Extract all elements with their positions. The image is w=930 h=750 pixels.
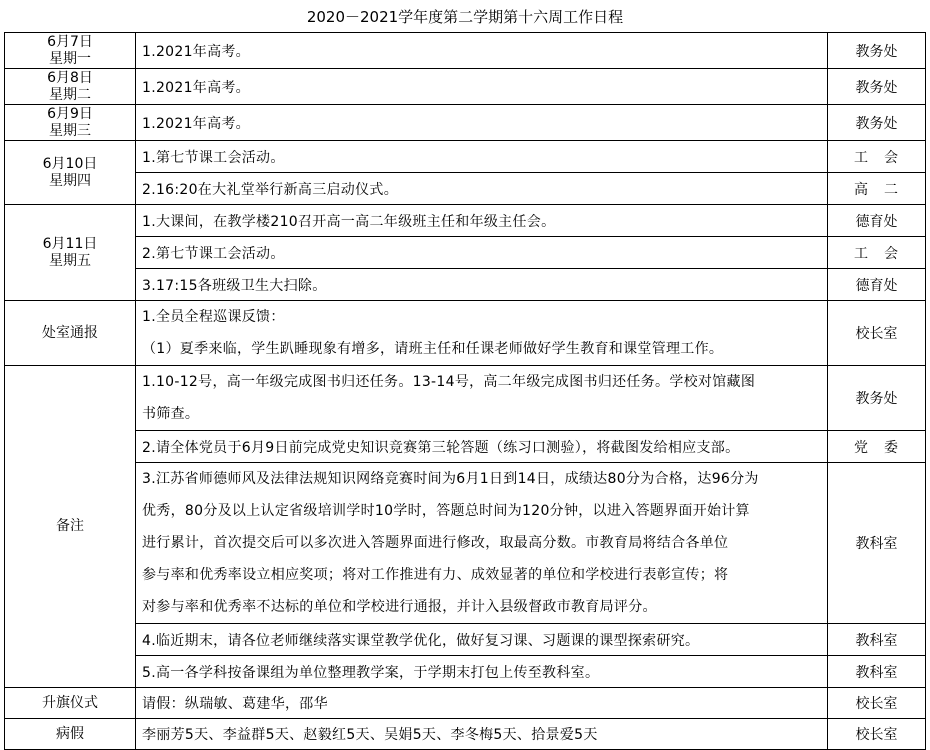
day-cell	[5, 205, 136, 301]
section-label: 病假	[5, 719, 136, 750]
date-label: 6月11日	[42, 235, 98, 252]
table-row	[5, 173, 926, 205]
weekday-label: 星期一	[49, 50, 91, 67]
department: 教科室	[828, 624, 926, 656]
weekday-label: 星期五	[49, 252, 91, 269]
table-row	[5, 301, 926, 366]
table-row	[5, 205, 926, 237]
remark-line: 参与率和优秀率设立相应奖项；将对工作推进有力、成效显著的单位和学校进行表彰宣传；将	[142, 567, 729, 583]
remark-line: 3.江苏省师德师风及法律法规知识网络竞赛时间为6月1日到14日，成绩达80分为合格，达96分为	[142, 471, 759, 487]
day-cell	[5, 105, 136, 141]
table-row	[5, 719, 926, 750]
remark-content	[136, 463, 828, 624]
remark-line: 1.10-12号，高一年级完成图书归还任务。13-14号，高二年级完成图书归还任务。学校对馆藏图	[142, 374, 756, 390]
table-row	[5, 624, 926, 656]
notice-content	[136, 301, 828, 366]
table-row	[5, 688, 926, 719]
department: 教务处	[828, 105, 926, 141]
department: 党 委	[828, 431, 926, 463]
table-row	[5, 33, 926, 69]
day-cell	[5, 33, 136, 69]
schedule-table	[4, 32, 926, 750]
task-content: 1.2021年高考。	[136, 105, 828, 141]
date-label: 6月7日	[47, 33, 93, 50]
table-row	[5, 105, 926, 141]
department: 校长室	[828, 301, 926, 366]
department: 校长室	[828, 719, 926, 750]
table-row	[5, 237, 926, 269]
department: 教务处	[828, 366, 926, 431]
remark-content: 5.高一各学科按备课组为单位整理教学案，于学期末打包上传至教科室。	[136, 656, 828, 688]
remark-line: 对参与率和优秀率不达标的单位和学校进行通报，并计入县级督政市教育局评分。	[142, 599, 657, 615]
task-content: 1.大课间，在教学楼210召开高一高二年级班主任和年级主任会。	[136, 205, 828, 237]
section-label: 备注	[5, 366, 136, 688]
department: 教科室	[828, 463, 926, 624]
task-content: 3.17:15各班级卫生大扫除。	[136, 269, 828, 301]
department: 校长室	[828, 688, 926, 719]
table-row	[5, 656, 926, 688]
task-content: 1.2021年高考。	[136, 69, 828, 105]
weekday-label: 星期二	[49, 86, 91, 103]
weekday-label: 星期三	[49, 122, 91, 139]
remark-content	[136, 366, 828, 431]
notice-line: 1.全员全程巡课反馈：	[142, 309, 285, 325]
table-row	[5, 463, 926, 624]
department: 高 二	[828, 173, 926, 205]
section-label: 升旗仪式	[5, 688, 136, 719]
remark-line: 进行累计，首次提交后可以多次进入答题界面进行修改，取最高分数。市教育局将结合各单位	[142, 535, 729, 551]
department: 教务处	[828, 69, 926, 105]
day-cell	[5, 141, 136, 205]
table-row	[5, 431, 926, 463]
department: 德育处	[828, 205, 926, 237]
date-label: 6月9日	[47, 105, 93, 122]
section-label: 处室通报	[5, 301, 136, 366]
department: 工 会	[828, 237, 926, 269]
department: 教务处	[828, 33, 926, 69]
sick-content: 李丽芳5天、李益群5天、赵毅红5天、吴娟5天、李冬梅5天、拾景爱5天	[136, 719, 828, 750]
department: 教科室	[828, 656, 926, 688]
notice-line: （1）夏季来临，学生趴睡现象有增多，请班主任和任课老师做好学生教育和课堂管理工作。	[142, 341, 724, 357]
task-content: 1.第七节课工会活动。	[136, 141, 828, 173]
date-label: 6月8日	[47, 69, 93, 86]
remark-content: 4.临近期末，请各位老师继续落实课堂教学优化，做好复习课、习题课的课型探索研究。	[136, 624, 828, 656]
remark-content: 2.请全体党员于6月9日前完成党史知识竞赛第三轮答题（练习口测验），将截图发给相应支部。	[136, 431, 828, 463]
day-cell	[5, 69, 136, 105]
page-title: 2020－2021学年度第二学期第十六周工作日程	[306, 8, 624, 26]
remark-line: 优秀，80分及以上认定省级培训学时10学时，答题总时间为120分钟，以进入答题界面开始计算	[142, 503, 750, 519]
flag-content: 请假：纵瑞敏、葛建华，邵华	[136, 688, 828, 719]
date-label: 6月10日	[42, 155, 98, 172]
task-content: 1.2021年高考。	[136, 33, 828, 69]
table-row	[5, 141, 926, 173]
department: 德育处	[828, 269, 926, 301]
task-content: 2.16:20在大礼堂举行新高三启动仪式。	[136, 173, 828, 205]
table-row	[5, 269, 926, 301]
weekday-label: 星期四	[49, 172, 91, 189]
table-row	[5, 366, 926, 431]
department: 工 会	[828, 141, 926, 173]
task-content: 2.第七节课工会活动。	[136, 237, 828, 269]
remark-line: 书筛查。	[142, 406, 200, 422]
table-row	[5, 69, 926, 105]
